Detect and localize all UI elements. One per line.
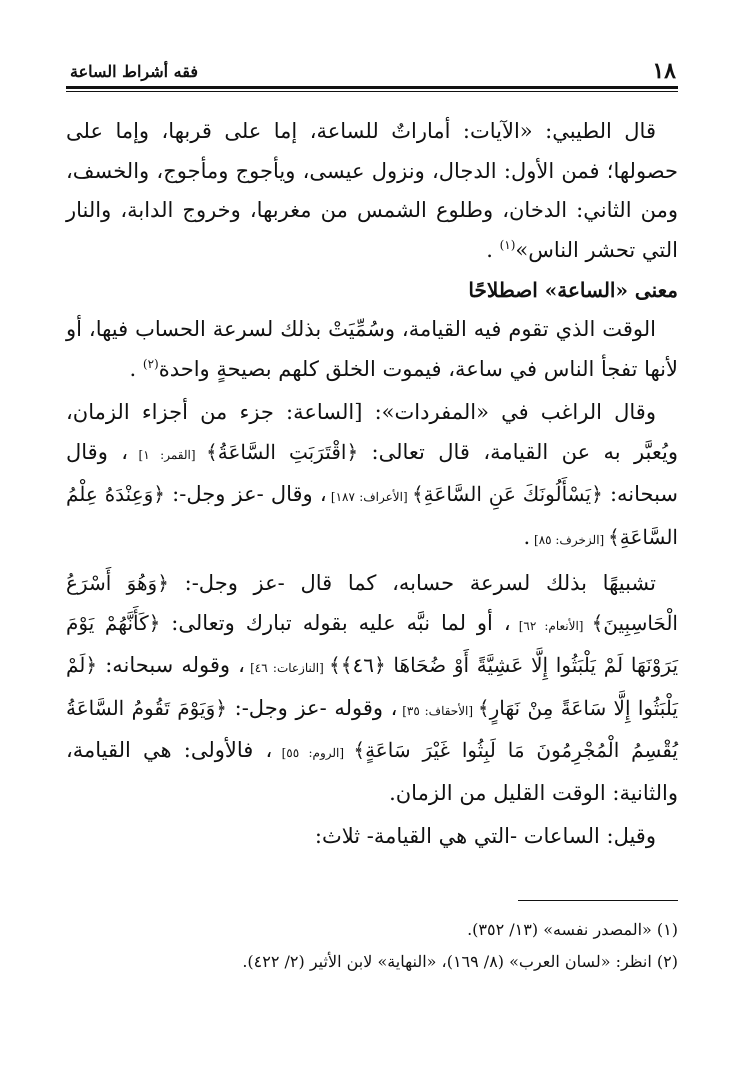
- paragraph-text: ، أو لما نبَّه عليه بقوله تبارك وتعالى:: [160, 610, 511, 635]
- paragraph-text: تشبيهًا بذلك لسرعة حسابه، كما قال -عز وجل-:: [168, 571, 657, 595]
- paragraph-definition: [66, 310, 678, 389]
- verse-reference: [الزخرف: ٨٥]: [530, 532, 609, 547]
- footnote-marker-2[interactable]: (٢): [142, 356, 159, 371]
- footnote-1: [66, 914, 678, 946]
- verse-reference: [القمر: ١]: [128, 447, 207, 462]
- quran-verse: ﴿وَيَوْمَ تَقُومُ السَّاعَةُ يُقْسِمُ الْمُجْرِمُونَ مَا لَبِثُوا غَيْرَ سَاعَةٍ﴾: [66, 695, 678, 762]
- paragraph-text: الوقت الذي تقوم فيه القيامة، وسُمِّيَتْ بذلك لسرعة الحساب فيها، أو لأنها تفجأ الناس في ساعة، فيموت الخلق كلهم بصيحةٍ واحدة: [66, 317, 678, 381]
- paragraph-text: ، وقوله -عز وجل-:: [226, 695, 398, 720]
- verse-reference: [الأنعام: ٦٢]: [510, 618, 592, 633]
- quran-verse: ﴿كَأَنَّهُمْ يَوْمَ يَرَوْنَهَا لَمْ يَلْبَثُوا إِلَّا عَشِيَّةً أَوْ ضُحَاهَا ﴿٤٦﴾﴾: [66, 610, 679, 677]
- paragraph-end: .: [486, 237, 500, 262]
- paragraph-end: .: [129, 356, 143, 381]
- footnote-marker-1[interactable]: (١): [499, 237, 516, 252]
- footnote-text: انظر: «لسان العرب» (٨/ ١٦٩)، «النهاية» لابن الأثير (٢/ ٤٢٢).: [242, 952, 657, 971]
- quran-verse: ﴿اقْتَرَبَتِ السَّاعَةُ﴾: [206, 439, 359, 464]
- header-rule-thin: [66, 91, 678, 92]
- paragraph-text: قال الطيبي: «الآيات: أماراتٌ للساعة، إما على قربها، وإما على حصولها؛ فمن الأول: الدجال، ونزول عيسى، ويأجوج ومأجوج، والخسف، ومن الثاني: الدخان، وطلوع الشمس من مغربها، وخروج الدابة، والنار التي تحشر الناس»: [66, 119, 678, 262]
- verse-reference: [الأحقاف: ٣٥]: [397, 703, 478, 718]
- main-text: [66, 112, 678, 857]
- quran-verse: ﴿لَمْ يَلْبَثُوا إِلَّا سَاعَةً مِنْ نَهَارٍ﴾: [66, 653, 678, 720]
- paragraph-text: وقال الراغب في «المفردات»: [الساعة: جزء من أجزاء الزمان، ويُعبَّر به عن القيامة، قال تعالى:: [66, 400, 678, 464]
- paragraph-text: ، وقال سبحانه:: [66, 439, 679, 506]
- running-header: [66, 52, 678, 86]
- paragraph-text: ، وقوله سبحانه:: [97, 653, 245, 677]
- header-rule-thick: [66, 86, 678, 89]
- footnotes: [66, 914, 678, 978]
- verse-reference: [الروم: ٥٥]: [272, 746, 354, 760]
- section-heading: معنى «الساعة» اصطلاحًا: [468, 278, 678, 302]
- quran-verse: ﴿وَهُوَ أَسْرَعُ الْحَاسِبِينَ﴾: [66, 571, 678, 635]
- quran-verse: ﴿وَعِنْدَهُ عِلْمُ السَّاعَةِ﴾: [66, 482, 678, 549]
- paragraph-tibi-quote: [66, 112, 678, 270]
- paragraph-text: .: [523, 524, 531, 549]
- footnote-number: (١): [656, 920, 678, 939]
- footnote-separator: [518, 900, 678, 901]
- page-number: ١٨: [652, 58, 676, 84]
- verse-reference: [الأعراف: ١٨٧]: [326, 490, 412, 504]
- footnote-text: «المصدر نفسه» (١٣/ ٣٥٢).: [467, 920, 657, 939]
- book-title: فقه أشراط الساعة: [70, 62, 198, 81]
- footnote-number: (٢): [656, 952, 678, 971]
- quran-verse: ﴿يَسْأَلُونَكَ عَنِ السَّاعَةِ﴾: [411, 482, 603, 506]
- paragraph-similitude: [66, 564, 678, 813]
- paragraph-text: ، وقال -عز وجل-:: [165, 482, 327, 506]
- verse-reference: [النازعات: ٤٦]: [244, 661, 330, 675]
- paragraph-text: ، فالأولى: هي القيامة، والثانية: الوقت القليل من الزمان.: [66, 738, 678, 805]
- footnote-2: [66, 946, 678, 978]
- paragraph-hours: وقيل: الساعات -التي هي القيامة- ثلاث:: [314, 824, 656, 848]
- paragraph-raghib: [66, 393, 678, 560]
- book-page: [66, 52, 678, 1052]
